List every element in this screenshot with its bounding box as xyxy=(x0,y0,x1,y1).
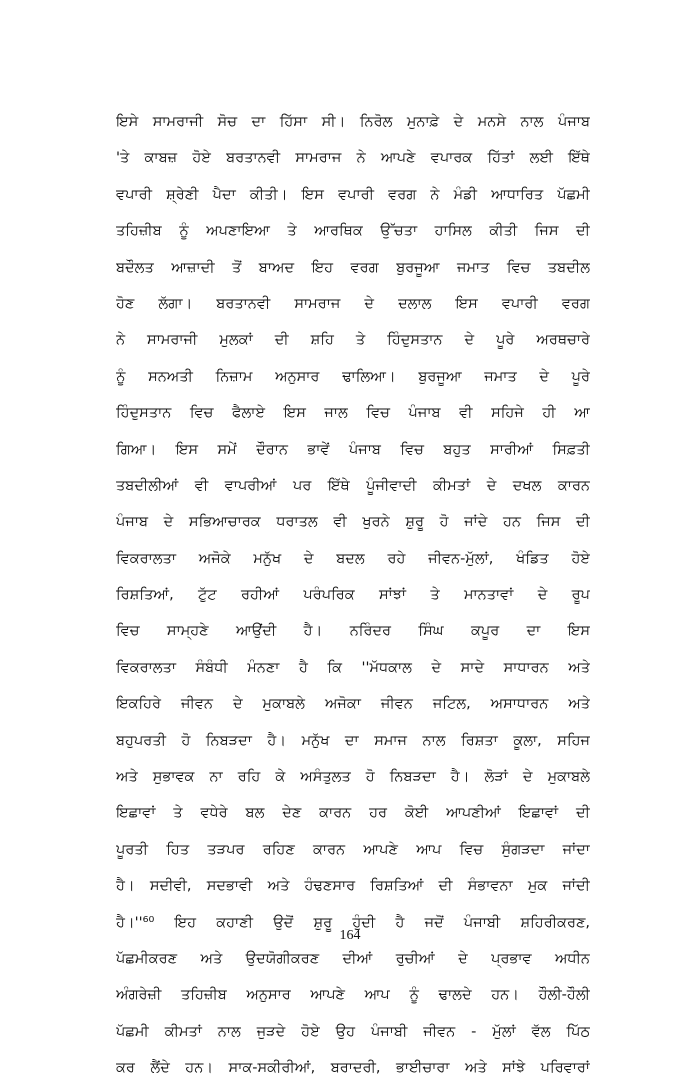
text-line: ਇਸੇ ਸਾਮਰਾਜੀ ਸੋਚ ਦਾ ਹਿੱਸਾ ਸੀ। ਨਿਰੋਲ ਮੁਨਾਫ਼ੇ ਦੇ ਮਨਸੇ ਨਾਲ ਪੰਜਾਬ xyxy=(116,114,590,130)
text-line: ਵਿਚ ਸਾਮ੍ਹਣੇ ਆਉਂਦੀ ਹੈ। ਨਰਿੰਦਰ ਸਿੰਘ ਕਪੂਰ ਦਾ ਇਸ xyxy=(116,623,590,640)
text-line: ਵਿਕਰਾਲਤਾ ਅਜੋਕੇ ਮਨੁੱਖ ਦੇ ਬਦਲ ਰਹੇ ਜੀਵਨ-ਮੁੱਲਾਂ, ਖੰਡਿਤ ਹੋਏ xyxy=(116,550,590,567)
text-line: ਹਿੰਦੁਸਤਾਨ ਵਿਚ ਫੈਲਾਏ ਇਸ ਜਾਲ ਵਿਚ ਪੰਜਾਬ ਵੀ ਸਹਿਜੇ ਹੀ ਆ xyxy=(116,405,590,422)
text-line: ਬਦੌਲਤ ਆਜ਼ਾਦੀ ਤੋਂ ਬਾਅਦ ਇਹ ਵਰਗ ਬੁਰਜੂਆ ਜਮਾਤ ਵਿਚ ਤਬਦੀਲ xyxy=(116,259,590,276)
text-line: ਨੂੰ ਸਨਅਤੀ ਨਿਜ਼ਾਮ ਅਨੁਸਾਰ ਢਾਲਿਆ। ਬੁਰਜੂਆ ਜਮਾਤ ਦੇ ਪੂਰੇ xyxy=(116,368,590,385)
text-line: ਰਿਸ਼ਤਿਆਂ, ਟੁੱਟ ਰਹੀਆਂ ਪਰੰਪਰਿਕ ਸਾਂਝਾਂ ਤੇ ਮਾਨਤਾਵਾਂ ਦੇ ਰੂਪ xyxy=(116,587,590,604)
text-line: ਇਕਹਿਰੇ ਜੀਵਨ ਦੇ ਮੁਕਾਬਲੇ ਅਜੋਕਾ ਜੀਵਨ ਜਟਿਲ, ਅਸਾਧਾਰਨ ਅਤੇ xyxy=(116,696,590,713)
page-number: 164 xyxy=(339,928,361,943)
text-line: ਵਿਕਰਾਲਤਾ ਸੰਬੰਧੀ ਮੰਨਣਾ ਹੈ ਕਿ ''ਮੱਧਕਾਲ ਦੇ ਸਾਦੇ ਸਾਧਾਰਨ ਅਤੇ xyxy=(116,659,590,676)
text-line: ਅਤੇ ਸੁਭਾਵਕ ਨਾ ਰਹਿ ਕੇ ਅਸੰਤੁਲਤ ਹੋ ਨਿਬੜਦਾ ਹੈ। ਲੋੜਾਂ ਦੇ ਮੁਕਾਬਲੇ xyxy=(116,769,590,786)
text-line: ਹੈ। ਸਦੀਵੀ, ਸਦਭਾਵੀ ਅਤੇ ਹੰਢਣਸਾਰ ਰਿਸ਼ਤਿਆਂ ਦੀ ਸੰਭਾਵਨਾ ਮੁਕ ਜਾਂਦੀ xyxy=(116,878,590,895)
text-line: ਪੰਜਾਬ ਦੇ ਸਭਿਆਚਾਰਕ ਧਰਾਤਲ ਵੀ ਖੁਰਨੇ ਸ਼ੁਰੂ ਹੋ ਜਾਂਦੇ ਹਨ ਜਿਸ ਦੀ xyxy=(116,514,590,531)
text-line: ਬਹੁਪਰਤੀ ਹੋ ਨਿਬੜਦਾ ਹੈ। ਮਨੁੱਖ ਦਾ ਸਮਾਜ ਨਾਲ ਰਿਸ਼ਤਾ ਕੂਲਾ, ਸਹਿਜ xyxy=(116,732,590,749)
text-line: ਵਪਾਰੀ ਸ਼੍ਰੇਣੀ ਪੈਦਾ ਕੀਤੀ। ਇਸ ਵਪਾਰੀ ਵਰਗ ਨੇ ਮੰਡੀ ਆਧਾਰਿਤ ਪੱਛਮੀ xyxy=(116,186,590,203)
text-line: ਗਿਆ। ਇਸ ਸਮੇਂ ਦੌਰਾਨ ਭਾਵੇਂ ਪੰਜਾਬ ਵਿਚ ਬਹੁਤ ਸਾਰੀਆਂ ਸਿਫ਼ਤੀ xyxy=(116,441,590,458)
text-line: ਤਬਦੀਲੀਆਂ ਵੀ ਵਾਪਰੀਆਂ ਪਰ ਇੱਥੇ ਪੂੰਜੀਵਾਦੀ ਕੀਮਤਾਂ ਦੇ ਦਖਲ ਕਾਰਨ xyxy=(116,477,590,494)
text-line: ਹੋਣ ਲੱਗਾ। ਬਰਤਾਨਵੀ ਸਾਮਰਾਜ ਦੇ ਦਲਾਲ ਇਸ ਵਪਾਰੀ ਵਰਗ xyxy=(116,295,590,312)
text-line: ਪੂਰਤੀ ਹਿਤ ਤੜਪਰ ਰਹਿਣ ਕਾਰਨ ਆਪਣੇ ਆਪ ਵਿਚ ਸੁੰਗੜਦਾ ਜਾਂਦਾ xyxy=(116,841,590,858)
text-line: ਪੱਛਮੀਕਰਣ ਅਤੇ ਉਦਯੋਗੀਕਰਣ ਦੀਆਂ ਰੁਚੀਆਂ ਦੇ ਪ੍ਰਭਾਵ ਅਧੀਨ xyxy=(116,950,590,967)
text-line: ਕਰ ਲੈਂਦੇ ਹਨ। ਸਾਕ-ਸਕੀਰੀਆਂ, ਬਰਾਦਰੀ, ਭਾਈਚਾਰਾ ਅਤੇ ਸਾਂਝੇ ਪਰਿਵਾਰਾਂ xyxy=(116,1060,590,1077)
text-line: ਪੱਛਮੀ ਕੀਮਤਾਂ ਨਾਲ ਜੁੜਦੇ ਹੋਏ ਉਹ ਪੰਜਾਬੀ ਜੀਵਨ - ਮੁੱਲਾਂ ਵੱਲ ਪਿੱਠ xyxy=(116,1023,590,1040)
text-line: ਤਹਿਜ਼ੀਬ ਨੂੰ ਅਪਣਾਇਆ ਤੇ ਆਰਥਿਕ ਉੱਚਤਾ ਹਾਸਿਲ ਕੀਤੀ ਜਿਸ ਦੀ xyxy=(116,223,590,240)
text-line: ਇਛਾਵਾਂ ਤੇ ਵਧੇਰੇ ਬਲ ਦੇਣ ਕਾਰਨ ਹਰ ਕੋਈ ਆਪਣੀਆਂ ਇਛਾਵਾਂ ਦੀ xyxy=(116,805,590,822)
text-line: ਨੇ ਸਾਮਰਾਜੀ ਮੁਲਕਾਂ ਦੀ ਸ਼ਹਿ ਤੇ ਹਿੰਦੁਸਤਾਨ ਦੇ ਪੂਰੇ ਅਰਥਚਾਰੇ xyxy=(116,332,590,349)
text-line: ਅੰਗਰੇਜ਼ੀ ਤਹਿਜ਼ੀਬ ਅਨੁਸਾਰ ਆਪਣੇ ਆਪ ਨੂੰ ਢਾਲਦੇ ਹਨ। ਹੌਲੀ-ਹੌਲੀ xyxy=(116,987,590,1004)
text-line: ਹੈ।''⁶⁰ ਇਹ ਕਹਾਣੀ ਉਦੋਂ ਸ਼ੁਰੂ ਹੁੰਦੀ ਹੈ ਜਦੋਂ ਪੰਜਾਬੀ ਸ਼ਹਿਰੀਕਰਣ, xyxy=(116,914,590,931)
text-line: 'ਤੇ ਕਾਬਜ਼ ਹੋਏ ਬਰਤਾਨਵੀ ਸਾਮਰਾਜ ਨੇ ਆਪਣੇ ਵਪਾਰਕ ਹਿੱਤਾਂ ਲਈ ਇੱਥੇ xyxy=(116,150,590,167)
